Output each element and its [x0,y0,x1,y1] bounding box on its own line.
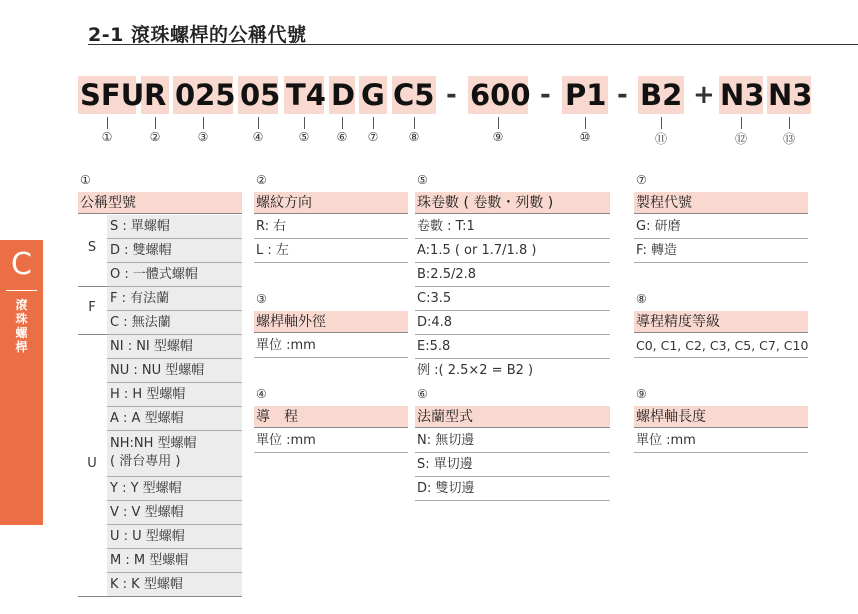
code-seg-1: SFU [80,78,145,112]
list-item: U : U 型螺帽 [107,525,242,549]
code-number: ⑦ [367,130,379,144]
section-tab-label: 滾珠螺桿 [15,298,28,354]
list-item: Y : Y 型螺帽 [107,477,242,501]
section-header-length: 螺桿軸長度 [634,406,808,428]
section-header-process: 製程代號 [634,192,808,214]
section-tab-letter: C [11,247,32,282]
list-item: C0, C1, C2, C3, C5, C7, C10 [634,334,808,358]
list-item: R: 右 [254,215,408,239]
group-divider [78,286,107,287]
code-tick [258,117,259,129]
code-tick [661,117,662,129]
code-seg-10: P1 [565,78,607,112]
list-item: B:2.5/2.8 [415,263,610,287]
code-seg-4: 05 [240,78,281,112]
section-tab-divider [6,290,37,291]
code-tick [741,117,742,129]
list-item: NU : NU 型螺帽 [107,359,242,383]
list-item: NI : NI 型螺帽 [107,335,242,359]
list-item: A:1.5 ( or 1.7/1.8 ) [415,239,610,263]
section-header-flange: 法蘭型式 [415,406,610,428]
list-item-line: ( 滑台專用 ) [110,454,181,469]
list-item: V : V 型螺帽 [107,501,242,525]
code-tick [373,117,374,129]
code-tick [107,117,108,129]
section-number: ② [256,173,267,187]
section-header-turns: 珠卷數 ( 卷數・列數 ) [415,192,610,214]
code-tick [304,117,305,129]
code-seg-8: C5 [393,78,435,112]
list-item: H : H 型螺帽 [107,383,242,407]
code-tick [585,117,586,129]
code-seg-2: R [144,78,167,112]
title-rule [88,44,858,45]
code-tick [789,117,790,129]
list-item: S: 單切邊 [415,453,610,477]
section-number: ⑨ [636,387,647,401]
code-number: ⑧ [408,130,420,144]
code-tick [498,117,499,129]
section-number: ① [80,173,91,187]
code-number: ⑪ [654,132,667,146]
section-header-diameter: 螺桿軸外徑 [254,311,408,333]
code-separator: + [693,80,715,110]
code-number: ⑤ [298,130,310,144]
section-header-thread: 螺紋方向 [254,192,408,214]
section-number: ④ [256,387,267,401]
code-separator: - [540,80,551,110]
list-item: E:5.8 [415,335,610,359]
list-item: 卷數 : T:1 [415,215,610,239]
code-number: ① [101,130,113,144]
group-divider [78,334,107,335]
code-number: ⑨ [492,130,504,144]
code-number: ⑥ [336,130,348,144]
code-tick [155,117,156,129]
list-item: G: 研磨 [634,215,808,239]
section-number: ⑦ [636,173,647,187]
section-header-model: 公稱型號 [78,192,242,214]
list-item: L : 左 [254,239,408,263]
list-item: F : 有法蘭 [107,287,242,311]
list-item: M : M 型螺帽 [107,549,242,573]
code-number: ③ [197,130,209,144]
code-seg-9: 600 [470,78,531,112]
group-label-u: U [87,456,97,471]
group-label-s: S [87,240,97,255]
list-item: 單位 :mm [254,429,408,453]
list-item: 單位 :mm [254,334,408,358]
list-item: D: 雙切邊 [415,477,610,501]
list-item: O : 一體式螺帽 [107,263,242,287]
list-item: D:4.8 [415,311,610,335]
code-number: ⑫ [734,132,747,146]
code-seg-3: 025 [175,78,236,112]
group-divider [78,596,242,597]
section-header-lead: 導 程 [254,406,408,428]
group-label-f: F [88,300,96,315]
list-item: F: 轉造 [634,239,808,263]
code-tick [414,117,415,129]
list-item: K : K 型螺帽 [107,573,242,597]
code-number: ② [149,130,161,144]
code-number: ④ [252,130,264,144]
list-item: S : 單螺帽 [107,215,242,239]
code-separator: - [617,80,628,110]
list-item: C : 無法蘭 [107,311,242,335]
section-number: ⑤ [417,173,428,187]
code-separator: - [446,80,457,110]
code-number: ⑩ [579,130,591,144]
list-item: D : 雙螺帽 [107,239,242,263]
list-item: C:3.5 [415,287,610,311]
section-number: ⑧ [636,292,647,306]
list-item: 例 :( 2.5×2 = B2 ) [417,363,534,378]
section-header-accuracy: 導程精度等級 [634,311,808,333]
list-item: N: 無切邊 [415,429,610,453]
code-seg-7: G [361,78,385,112]
code-seg-11: B2 [640,78,683,112]
code-seg-5: T4 [286,78,326,112]
page-title: 2-1 滾珠螺桿的公稱代號 [88,24,307,46]
code-tick [203,117,204,129]
section-number: ⑥ [417,387,428,401]
code-number: ⑬ [782,132,795,146]
code-seg-13: N3 [768,78,813,112]
code-tick [342,117,343,129]
list-item [107,431,242,477]
list-item-line: NH:NH 型螺帽 [110,436,197,451]
list-item: A : A 型螺帽 [107,407,242,431]
list-item: 單位 :mm [634,429,808,453]
section-number: ③ [256,292,267,306]
code-seg-12: N3 [720,78,765,112]
code-seg-6: D [331,78,356,112]
